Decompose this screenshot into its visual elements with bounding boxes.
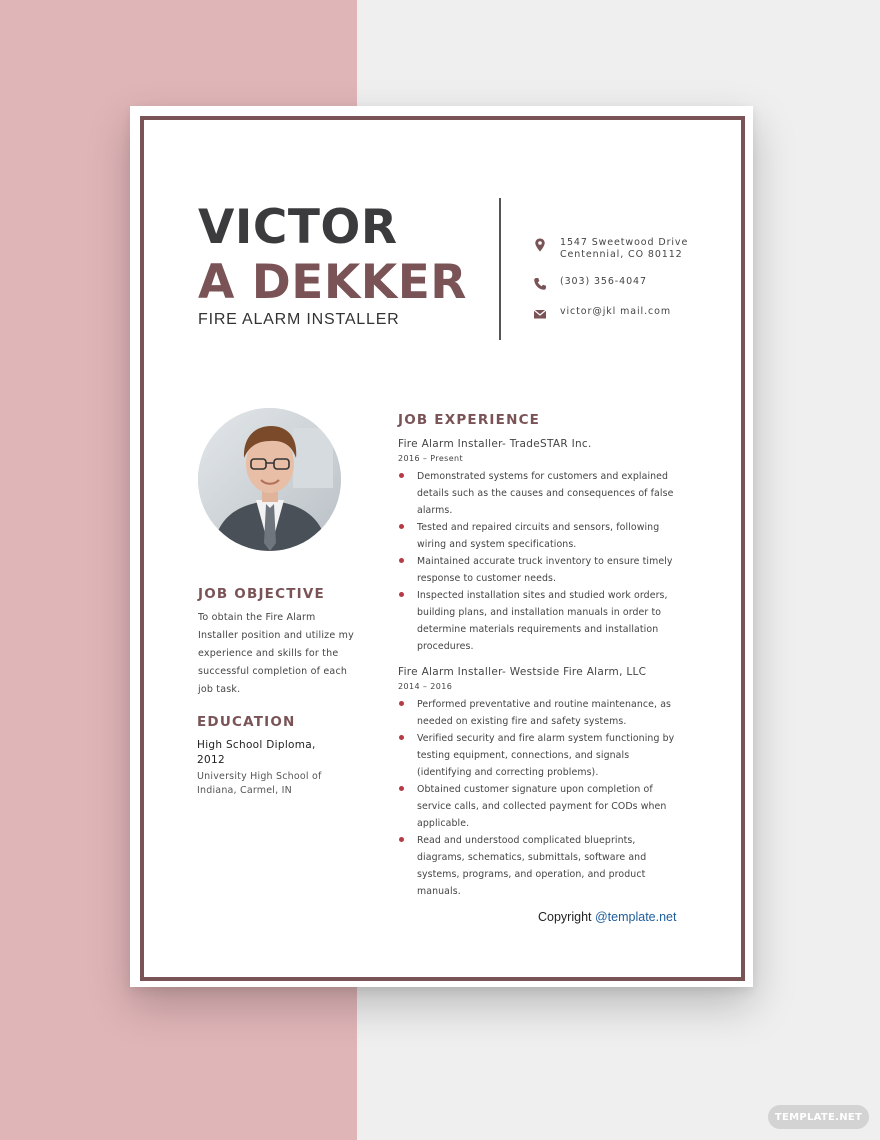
job-title: FIRE ALARM INSTALLER <box>198 311 400 328</box>
job-1-bullet: Inspected installation sites and studied work orders, building plans, and installation manuals in order to determine materials requirements and installation procedures. <box>398 587 680 655</box>
job-1-bullets <box>398 468 680 655</box>
email-address: victor@jkl mail.com <box>560 306 671 317</box>
job-1-role: Fire Alarm Installer- TradeSTAR Inc. <box>398 438 592 450</box>
objective-text: To obtain the Fire Alarm Installer position and utilize my experience and skills for the successful completion of each job task. <box>198 612 354 695</box>
job-1-bullet: Demonstrated systems for customers and explained details such as the causes and consequences of false alarms. <box>398 468 680 519</box>
resume-page <box>130 106 753 987</box>
bullet-dot <box>399 592 404 597</box>
education-degree: High School Diploma, 2012 <box>197 739 316 766</box>
bullet-dot <box>399 558 404 563</box>
copyright-prefix: Copyright <box>538 910 595 924</box>
experience-heading: JOB EXPERIENCE <box>398 412 541 428</box>
job-2-bullet: Obtained customer signature upon completion of service calls, and collected payment for CODs when applicable. <box>398 781 680 832</box>
contact-address <box>532 237 688 261</box>
template-link[interactable]: @template.net <box>594 910 677 924</box>
location-pin-icon <box>532 237 548 253</box>
first-name: VICTOR <box>198 200 398 255</box>
bullet-dot <box>399 735 404 740</box>
education-heading: EDUCATION <box>197 714 296 730</box>
phone-number: (303) 356-4047 <box>560 276 647 287</box>
job-2-period: 2014 – 2016 <box>398 682 453 691</box>
job-1-bullet: Maintained accurate truck inventory to ensure timely response to customer needs. <box>398 553 680 587</box>
job-1-period: 2016 – Present <box>398 454 464 463</box>
last-name: A DEKKER <box>198 255 467 310</box>
bullet-dot <box>399 701 404 706</box>
job-1-bullet: Tested and repaired circuits and sensors, following wiring and system specifications. <box>398 519 680 553</box>
header-divider <box>499 198 501 340</box>
envelope-icon <box>532 306 548 322</box>
education-school: University High School of Indiana, Carmel, IN <box>197 771 322 796</box>
objective-heading: JOB OBJECTIVE <box>198 586 325 602</box>
template-net-watermark: TEMPLATE.NET <box>768 1105 869 1129</box>
job-2-bullet: Performed preventative and routine maintenance, as needed on existing fire and safety systems. <box>398 696 680 730</box>
phone-icon <box>532 276 548 292</box>
job-2-bullet: Verified security and fire alarm system functioning by testing equipment, connections, and signals (identifying and correcting problems). <box>398 730 680 781</box>
contact-email <box>532 306 671 322</box>
profile-photo-illustration <box>198 408 341 551</box>
copyright-notice <box>538 910 676 924</box>
job-2-bullet: Read and understood complicated blueprints, diagrams, schematics, submittals, software and systems, programs, and operation, and product manuals. <box>398 832 680 900</box>
job-2-bullets <box>398 696 680 900</box>
profile-photo <box>198 408 341 551</box>
address-line-2: Centennial, CO 80112 <box>560 249 683 260</box>
job-2-role: Fire Alarm Installer- Westside Fire Alarm, LLC <box>398 666 647 678</box>
address-line-1: 1547 Sweetwood Drive <box>560 237 689 248</box>
bullet-dot <box>399 837 404 842</box>
bullet-dot <box>399 786 404 791</box>
contact-phone <box>532 276 647 292</box>
bullet-dot <box>399 473 404 478</box>
bullet-dot <box>399 524 404 529</box>
